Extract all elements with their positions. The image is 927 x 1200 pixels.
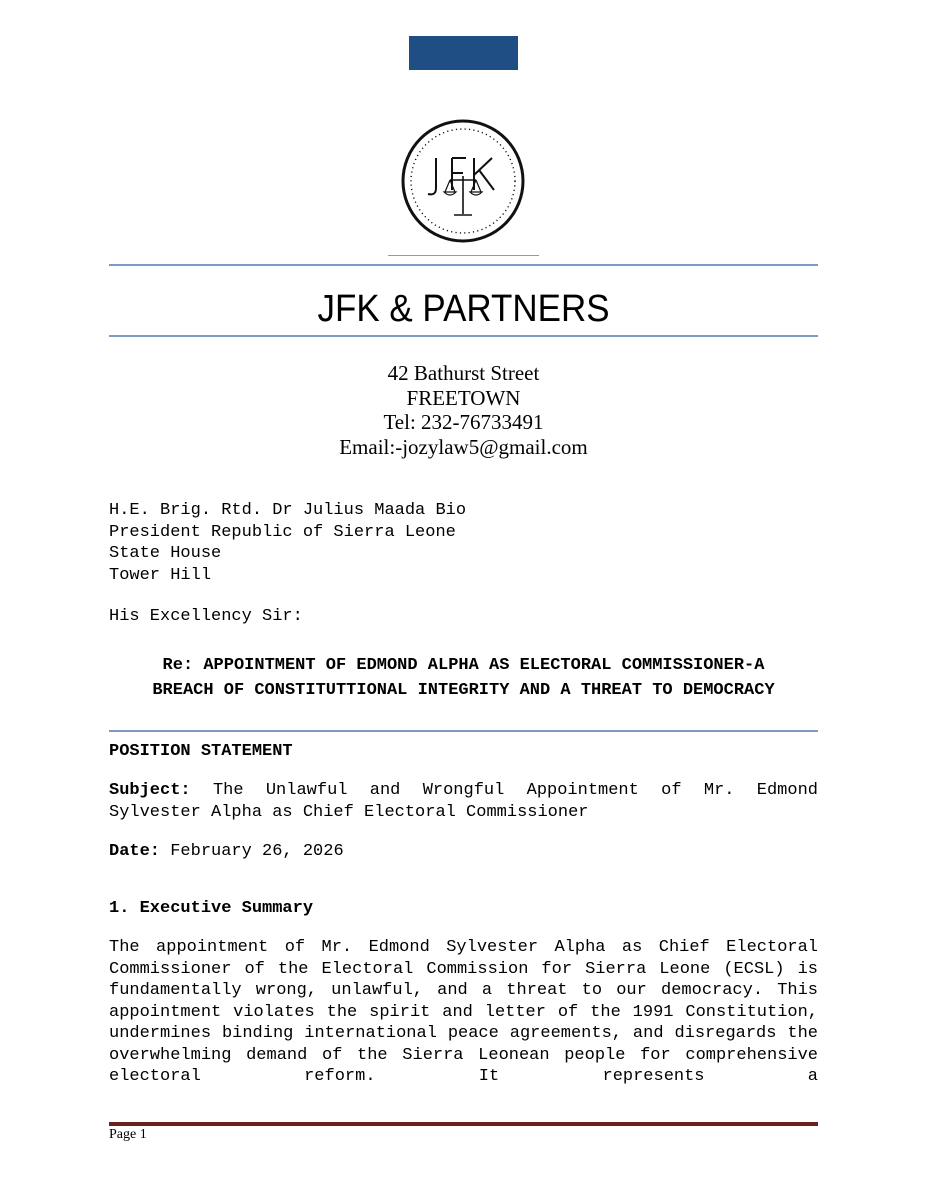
address-phone: Tel: 232-76733491 — [383, 410, 544, 434]
firm-name: JFK & PARTNERS — [317, 288, 610, 330]
page-number: Page 1 — [109, 1127, 147, 1142]
subject-label: Subject: — [109, 781, 191, 800]
recipient-name: H.E. Brig. Rtd. Dr Julius Maada Bio — [109, 501, 467, 520]
subject-text: The Unlawful and Wrongful Appointment of Mr. Edmond Sylvester Alpha as Chief Electoral Commissioner — [109, 781, 818, 822]
recipient-building: State House — [109, 544, 222, 563]
firm-address — [109, 361, 818, 459]
date-label: Date: — [109, 842, 161, 861]
date-line — [109, 841, 344, 863]
address-street: 42 Bathurst Street — [387, 361, 540, 385]
letterhead-bottom-rule — [109, 335, 818, 337]
recipient-address — [109, 500, 466, 586]
subject-paragraph — [109, 780, 818, 823]
header-color-bar — [409, 36, 518, 70]
salutation: His Excellency Sir: — [109, 607, 303, 626]
section-divider — [109, 730, 818, 732]
re-line-2: BREACH OF CONSTITUTTIONAL INTEGRITY AND A THREAT TO DEMOCRACY — [152, 680, 775, 700]
footer-rule — [109, 1122, 818, 1126]
position-statement-heading: POSITION STATEMENT — [109, 742, 293, 761]
section-heading-executive-summary: 1. Executive Summary — [109, 899, 314, 918]
logo-underline — [388, 255, 539, 256]
recipient-location: Tower Hill — [109, 565, 212, 585]
executive-summary-body: The appointment of Mr. Edmond Sylvester Alpha as Chief Electoral Commissioner of the Electoral Commission for Sierra Leone (ECSL) is fundamentally wrong, unlawful, and a threat to our democracy. This appointment violates the spirit and letter of the 1991 Constitution, undermines binding international peace agreements, and disregards the overwhelming demand of the Sierra Leonean people for comprehensive electoral reform. It represents a — [109, 938, 818, 1086]
recipient-title: President Republic of Sierra Leone — [109, 522, 456, 542]
re-subject-line — [109, 654, 818, 703]
date-value: February 26, 2026 — [170, 842, 344, 861]
address-email: Email:-jozylaw5@gmail.com — [339, 434, 588, 459]
jfk-logo-seal — [400, 118, 526, 244]
re-line-1: Re: APPOINTMENT OF EDMOND ALPHA AS ELECTORAL COMMISSIONER-A — [162, 656, 765, 675]
address-city: FREETOWN — [406, 385, 521, 410]
letterhead-top-rule — [109, 264, 818, 266]
